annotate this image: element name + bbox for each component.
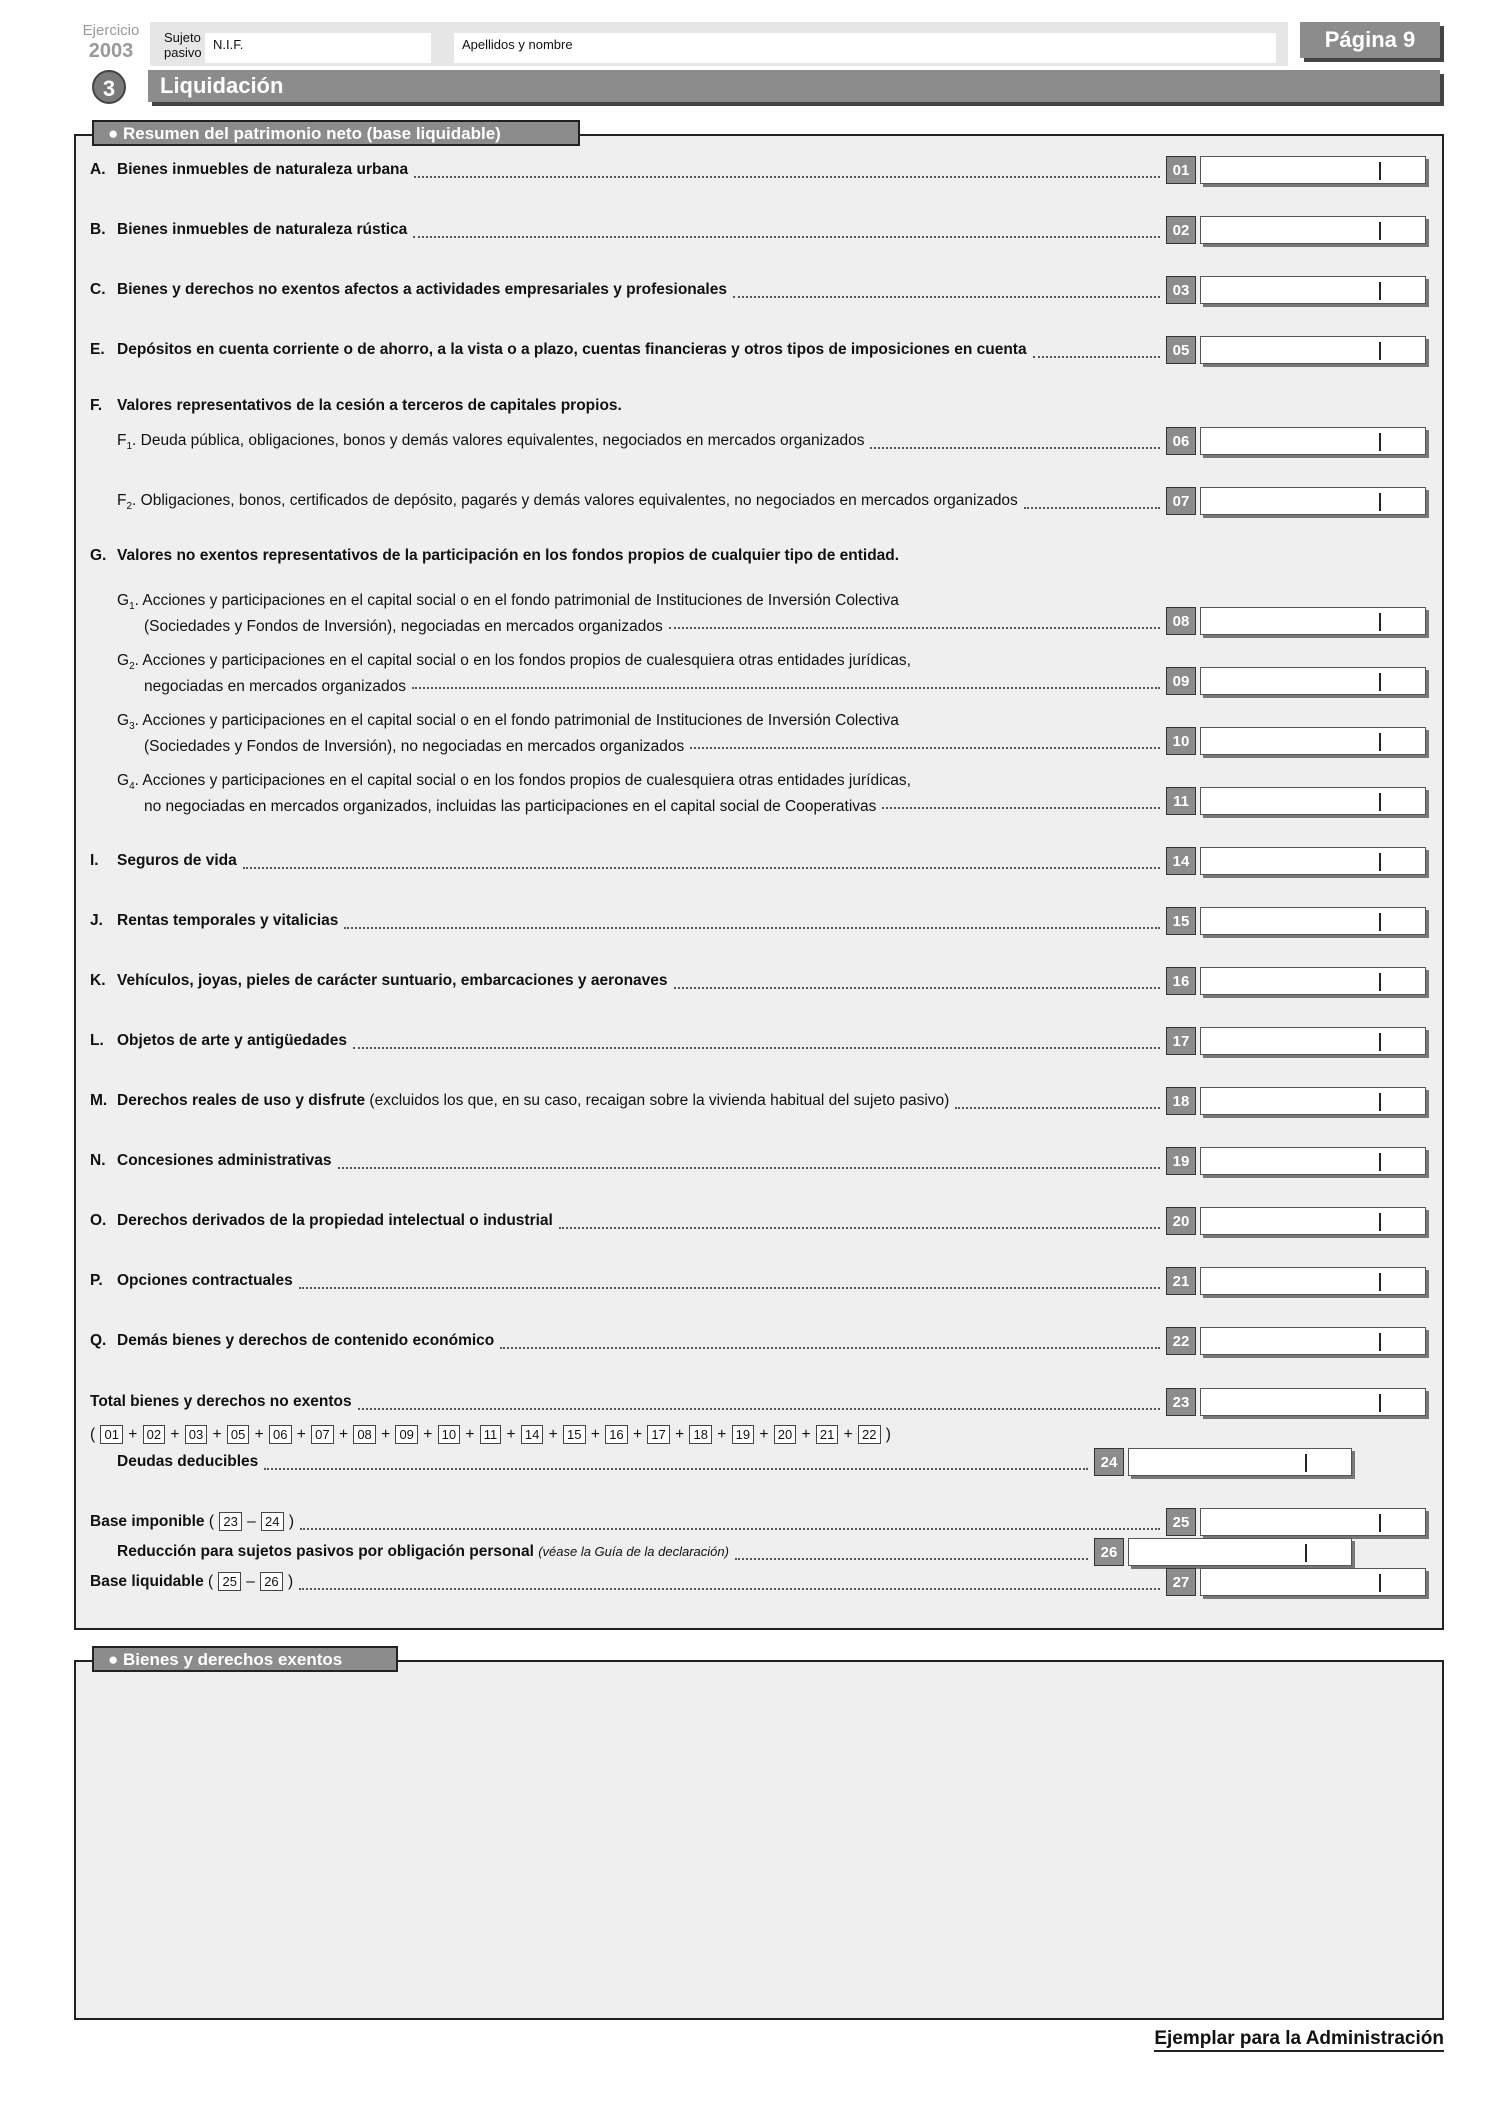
resumen-items-g4-field[interactable]	[1200, 787, 1426, 815]
plus-sign: +	[797, 1426, 815, 1443]
exentos-title: ● Bienes y derechos exentos	[92, 1646, 398, 1672]
dot-leader	[870, 447, 1160, 449]
reduccion-note: (véase la Guía de la declaración)	[538, 1544, 729, 1559]
resumen-items-f1-code: 06	[1166, 427, 1196, 455]
item-letter: $G_2$.	[117, 652, 139, 673]
item-label: Valores no exentos representativos de la participación en los fondos propios de cualquier tipo de entidad.	[117, 547, 900, 564]
item-label: Demás bienes y derechos de contenido económico	[117, 1332, 495, 1349]
dot-leader	[300, 1528, 1160, 1530]
resumen-items-j-code: 15	[1166, 907, 1196, 935]
formula-code: 08	[353, 1425, 375, 1444]
item-letter: A.	[90, 161, 106, 178]
apellidos-label: Apellidos y nombre	[462, 37, 573, 52]
resumen-items-e-code: 05	[1166, 336, 1196, 364]
resumen-items-j-row	[90, 911, 338, 931]
formula-code: 20	[774, 1425, 796, 1444]
resumen-items-k-field[interactable]	[1200, 967, 1426, 995]
dot-leader	[413, 236, 1160, 238]
item-label: Opciones contractuales	[117, 1272, 293, 1289]
decimal-separator	[1379, 1273, 1381, 1291]
ejercicio-year: 2003	[88, 40, 134, 62]
item-label: Depósitos en cuenta corriente o de ahorro, a la vista o a plazo, cuentas financieras y otros tipos de imposiciones en cuenta	[117, 341, 1027, 358]
item-line2: (Sociedades y Fondos de Inversión), no negociadas en mercados organizados	[144, 738, 685, 756]
base-liquidable-code: 27	[1166, 1568, 1196, 1596]
formula-code: 21	[816, 1425, 838, 1444]
resumen-items-l-field[interactable]	[1200, 1027, 1426, 1055]
item-letter: Q.	[90, 1332, 107, 1349]
decimal-separator	[1379, 1333, 1381, 1351]
deudas-field[interactable]	[1128, 1448, 1352, 1476]
item-label: Obligaciones, bonos, certificados de depósito, pagarés y demás valores equivalentes, no negociados en mercados organizados	[140, 492, 1018, 509]
base-liquidable-row: Base liquidable ( 25 – 26 )	[90, 1573, 294, 1590]
sujeto-label: Sujeto	[164, 30, 201, 45]
decimal-separator	[1379, 1394, 1381, 1412]
resumen-items-j-field[interactable]	[1200, 907, 1426, 935]
pasivo-label: pasivo	[164, 45, 202, 60]
resumen-items-k-row	[90, 971, 668, 991]
plus-sign: +	[544, 1426, 563, 1443]
decimal-separator	[1379, 853, 1381, 871]
resumen-items-q-code: 22	[1166, 1327, 1196, 1355]
footer-label: Ejemplar para la Administración	[1154, 2028, 1444, 2052]
resumen-items-g4-row	[117, 771, 911, 817]
item-label: Rentas temporales y vitalicias	[117, 912, 339, 929]
resumen-items-g2-code: 09	[1166, 667, 1196, 695]
resumen-items-f1-row	[117, 431, 864, 457]
formula-code: 15	[563, 1425, 585, 1444]
resumen-items-g2-field[interactable]	[1200, 667, 1426, 695]
resumen-items-g1-row	[117, 591, 899, 637]
item-label: Bienes y derechos no exentos afectos a actividades empresariales y profesionales	[117, 281, 727, 298]
ejercicio	[78, 22, 144, 62]
item-label: Objetos de arte y antigüedades	[117, 1032, 347, 1049]
dot-leader	[358, 1408, 1160, 1410]
formula-code: 14	[521, 1425, 543, 1444]
item-letter: $G_4$.	[117, 772, 139, 793]
resumen-items-c-code: 03	[1166, 276, 1196, 304]
plus-sign: +	[292, 1426, 311, 1443]
dot-leader	[264, 1468, 1088, 1470]
total-row	[90, 1392, 352, 1412]
resumen-items-g3-code: 10	[1166, 727, 1196, 755]
resumen-items-g-row	[90, 546, 899, 566]
item-letter: $G_3$.	[117, 712, 139, 733]
base-imponible-row: Base imponible ( 23 – 24 )	[90, 1513, 294, 1530]
item-letter: C.	[90, 281, 106, 298]
resumen-items-p-code: 21	[1166, 1267, 1196, 1295]
resumen-items-c-field[interactable]	[1200, 276, 1426, 304]
plus-sign: +	[670, 1426, 689, 1443]
total-field[interactable]	[1200, 1388, 1426, 1416]
base-liquidable-label: Base liquidable	[90, 1573, 204, 1590]
resumen-items-b-field[interactable]	[1200, 216, 1426, 244]
total-code: 23	[1166, 1388, 1196, 1416]
plus-sign: +	[586, 1426, 605, 1443]
resumen-items-f2-code: 07	[1166, 487, 1196, 515]
formula-code: 17	[647, 1425, 669, 1444]
decimal-separator	[1379, 673, 1381, 691]
item-line2: no negociadas en mercados organizados, incluidas las participaciones en el capital social de Cooperativas	[144, 798, 877, 816]
decimal-separator	[1379, 1153, 1381, 1171]
decimal-separator	[1305, 1454, 1307, 1472]
item-line1: Acciones y participaciones en el capital social o en los fondos propios de cualesquiera otras entidades jurídicas,	[142, 652, 911, 669]
reduccion-row	[117, 1542, 729, 1562]
decimal-separator	[1379, 613, 1381, 631]
plus-sign: +	[250, 1426, 269, 1443]
item-letter: $F_2$.	[117, 492, 137, 513]
base-imponible-field[interactable]	[1200, 1508, 1426, 1536]
plus-sign: +	[502, 1426, 520, 1443]
dot-leader	[412, 687, 1160, 689]
plus-sign: +	[418, 1426, 437, 1443]
resumen-items-q-field[interactable]	[1200, 1327, 1426, 1355]
item-label: Derechos derivados de la propiedad intelectual o industrial	[117, 1212, 553, 1229]
section-title: Liquidación	[148, 70, 1440, 102]
resumen-title: ● Resumen del patrimonio neto (base liquidable)	[92, 120, 580, 146]
resumen-items-m-field[interactable]	[1200, 1087, 1426, 1115]
formula-code: 19	[732, 1425, 754, 1444]
total-label: Total bienes y derechos no exentos	[90, 1393, 352, 1410]
dot-leader	[299, 1287, 1160, 1289]
resumen-items-f1-field[interactable]	[1200, 427, 1426, 455]
formula-code: 01	[100, 1425, 122, 1444]
resumen-items-f-row	[90, 396, 622, 416]
resumen-items-g1-code: 08	[1166, 607, 1196, 635]
resumen-items-g3-field[interactable]	[1200, 727, 1426, 755]
item-letter: N.	[90, 1152, 106, 1169]
decimal-separator	[1305, 1544, 1307, 1562]
base-imponible-code: 25	[1166, 1508, 1196, 1536]
formula-code: 10	[438, 1425, 460, 1444]
resumen-items-o-row	[90, 1211, 553, 1231]
resumen-items-a-row	[90, 160, 408, 180]
plus-sign: +	[712, 1426, 731, 1443]
decimal-separator	[1379, 222, 1381, 240]
resumen-items-i-row	[90, 851, 237, 871]
nif-label: N.I.F.	[213, 37, 244, 52]
plus-sign: +	[839, 1426, 858, 1443]
dot-leader	[1024, 507, 1160, 509]
resumen-items-i-field[interactable]	[1200, 847, 1426, 875]
plus-sign: +	[208, 1426, 226, 1443]
deudas-label: Deudas deducibles	[117, 1453, 259, 1470]
resumen-items-p-field[interactable]	[1200, 1267, 1426, 1295]
item-letter: I.	[90, 852, 99, 869]
item-note: (excluidos los que, en su caso, recaigan sobre la vivienda habitual del sujeto pasivo)	[369, 1092, 950, 1109]
dot-leader	[559, 1227, 1160, 1229]
decimal-separator	[1379, 1093, 1381, 1111]
formula-code: 22	[858, 1425, 880, 1444]
item-line1: Acciones y participaciones en el capital social o en el fondo patrimonial de Instituciones de Inversión Colectiva	[142, 712, 899, 729]
reduccion-label: Reducción para sujetos pasivos por obligación personal	[117, 1543, 534, 1560]
decimal-separator	[1379, 1514, 1381, 1532]
item-letter: F.	[90, 397, 103, 414]
item-label: Vehículos, joyas, pieles de carácter suntuario, embarcaciones y aeronaves	[117, 972, 668, 989]
resumen-items-k-code: 16	[1166, 967, 1196, 995]
section-number: 3	[92, 70, 126, 104]
ejercicio-label: Ejercicio	[82, 22, 140, 39]
resumen-items-a-field[interactable]	[1200, 156, 1426, 184]
base-imponible-label: Base imponible	[90, 1513, 205, 1530]
formula-code: 18	[689, 1425, 711, 1444]
dot-leader	[733, 296, 1160, 298]
resumen-items-p-row	[90, 1271, 293, 1291]
item-label: Valores representativos de la cesión a terceros de capitales propios.	[117, 397, 622, 414]
resumen-items-l-row	[90, 1031, 347, 1051]
resumen-items-q-row	[90, 1331, 494, 1351]
form-header	[78, 22, 1444, 68]
dot-leader	[344, 927, 1160, 929]
resumen-items-e-row	[90, 340, 1027, 360]
formula-code: 07	[311, 1425, 333, 1444]
item-label: Concesiones administrativas	[117, 1152, 332, 1169]
dot-leader	[674, 987, 1160, 989]
sujeto-pasivo-label	[164, 30, 202, 60]
decimal-separator	[1379, 733, 1381, 751]
dot-leader	[414, 176, 1160, 178]
plus-sign: +	[755, 1426, 773, 1443]
formula-code: 06	[269, 1425, 291, 1444]
resumen-items-c-row	[90, 280, 727, 300]
decimal-separator	[1379, 342, 1381, 360]
reduccion-field[interactable]	[1128, 1538, 1352, 1566]
item-letter: $F_1$.	[117, 432, 137, 453]
plus-sign: +	[123, 1426, 142, 1443]
formula-code: 02	[143, 1425, 165, 1444]
resumen-items-i-code: 14	[1166, 847, 1196, 875]
formula-code: 05	[227, 1425, 249, 1444]
resumen-items-o-field[interactable]	[1200, 1207, 1426, 1235]
dot-leader	[243, 867, 1160, 869]
item-label: Bienes inmuebles de naturaleza rústica	[117, 221, 408, 238]
resumen-items-b-code: 02	[1166, 216, 1196, 244]
item-letter: P.	[90, 1272, 103, 1289]
resumen-items-n-code: 19	[1166, 1147, 1196, 1175]
resumen-items-e-field[interactable]	[1200, 336, 1426, 364]
item-letter: $G_1$.	[117, 592, 139, 613]
resumen-items-g3-row	[117, 711, 899, 757]
resumen-items-o-code: 20	[1166, 1207, 1196, 1235]
decimal-separator	[1379, 1213, 1381, 1231]
formula-code: 16	[605, 1425, 627, 1444]
dot-leader	[735, 1558, 1088, 1560]
resumen-items-g1-field[interactable]	[1200, 607, 1426, 635]
dot-leader	[955, 1107, 1160, 1109]
base-liquidable-field[interactable]	[1200, 1568, 1426, 1596]
item-letter: O.	[90, 1212, 107, 1229]
decimal-separator	[1379, 913, 1381, 931]
plus-sign: +	[628, 1426, 647, 1443]
item-letter: J.	[90, 912, 103, 929]
section-bar	[78, 70, 1444, 104]
dot-leader	[882, 807, 1160, 809]
item-line1: Acciones y participaciones en el capital social o en los fondos propios de cualesquiera otras entidades jurídicas,	[142, 772, 911, 789]
formula-code: 11	[480, 1425, 502, 1444]
decimal-separator	[1379, 973, 1381, 991]
resumen-items-g2-row	[117, 651, 911, 697]
item-letter: E.	[90, 341, 105, 358]
plus-sign: +	[376, 1426, 395, 1443]
decimal-separator	[1379, 433, 1381, 451]
decimal-separator	[1379, 162, 1381, 180]
item-letter: M.	[90, 1092, 108, 1109]
resumen-items-g4-code: 11	[1166, 787, 1196, 815]
dot-leader	[690, 747, 1160, 749]
resumen-items-a-code: 01	[1166, 156, 1196, 184]
decimal-separator	[1379, 282, 1381, 300]
resumen-items-l-code: 17	[1166, 1027, 1196, 1055]
item-label: Bienes inmuebles de naturaleza urbana	[117, 161, 409, 178]
item-label: Seguros de vida	[117, 852, 237, 869]
item-line2: (Sociedades y Fondos de Inversión), negociadas en mercados organizados	[144, 618, 663, 636]
deudas-row	[117, 1452, 258, 1472]
resumen-items-n-field[interactable]	[1200, 1147, 1426, 1175]
apellidos-field[interactable]	[454, 33, 1276, 63]
resumen-items-m-row	[90, 1091, 949, 1111]
item-label: Deuda pública, obligaciones, bonos y demás valores equivalentes, negociados en mercados organizados	[140, 432, 865, 449]
item-letter: G.	[90, 547, 107, 564]
resumen-items-n-row	[90, 1151, 332, 1171]
item-letter: B.	[90, 221, 106, 238]
plus-sign: +	[334, 1426, 353, 1443]
dot-leader	[338, 1167, 1161, 1169]
plus-sign: +	[461, 1426, 479, 1443]
reduccion-code: 26	[1094, 1538, 1124, 1566]
resumen-items-f2-field[interactable]	[1200, 487, 1426, 515]
item-label: Derechos reales de uso y disfrute	[117, 1092, 366, 1109]
item-line1: Acciones y participaciones en el capital social o en el fondo patrimonial de Instituciones de Inversión Colectiva	[142, 592, 899, 609]
plus-sign: +	[166, 1426, 184, 1443]
item-letter: K.	[90, 972, 106, 989]
decimal-separator	[1379, 1033, 1381, 1051]
dot-leader	[299, 1588, 1160, 1590]
decimal-separator	[1379, 793, 1381, 811]
resumen-items-m-code: 18	[1166, 1087, 1196, 1115]
resumen-items-b-row	[90, 220, 407, 240]
item-line2: negociadas en mercados organizados	[144, 678, 406, 696]
decimal-separator	[1379, 1574, 1381, 1592]
total-formula: ( 01 + 02 + 03 + 05 + 06 + 07 + 08 + 09 + 10 + 11 + 14 + 15 + 16 + 17 + 18 + 19 + 20 + 21 + 22 )	[90, 1426, 891, 1443]
formula-code: 03	[185, 1425, 207, 1444]
item-letter: L.	[90, 1032, 104, 1049]
decimal-separator	[1379, 493, 1381, 511]
dot-leader	[500, 1347, 1160, 1349]
resumen-items-f2-row	[117, 491, 1018, 517]
exentos-panel	[74, 1650, 1444, 2020]
page-number: Página 9	[1300, 22, 1440, 58]
formula-code: 09	[395, 1425, 417, 1444]
dot-leader	[353, 1047, 1160, 1049]
dot-leader	[669, 627, 1160, 629]
deudas-code: 24	[1094, 1448, 1124, 1476]
dot-leader	[1033, 356, 1160, 358]
